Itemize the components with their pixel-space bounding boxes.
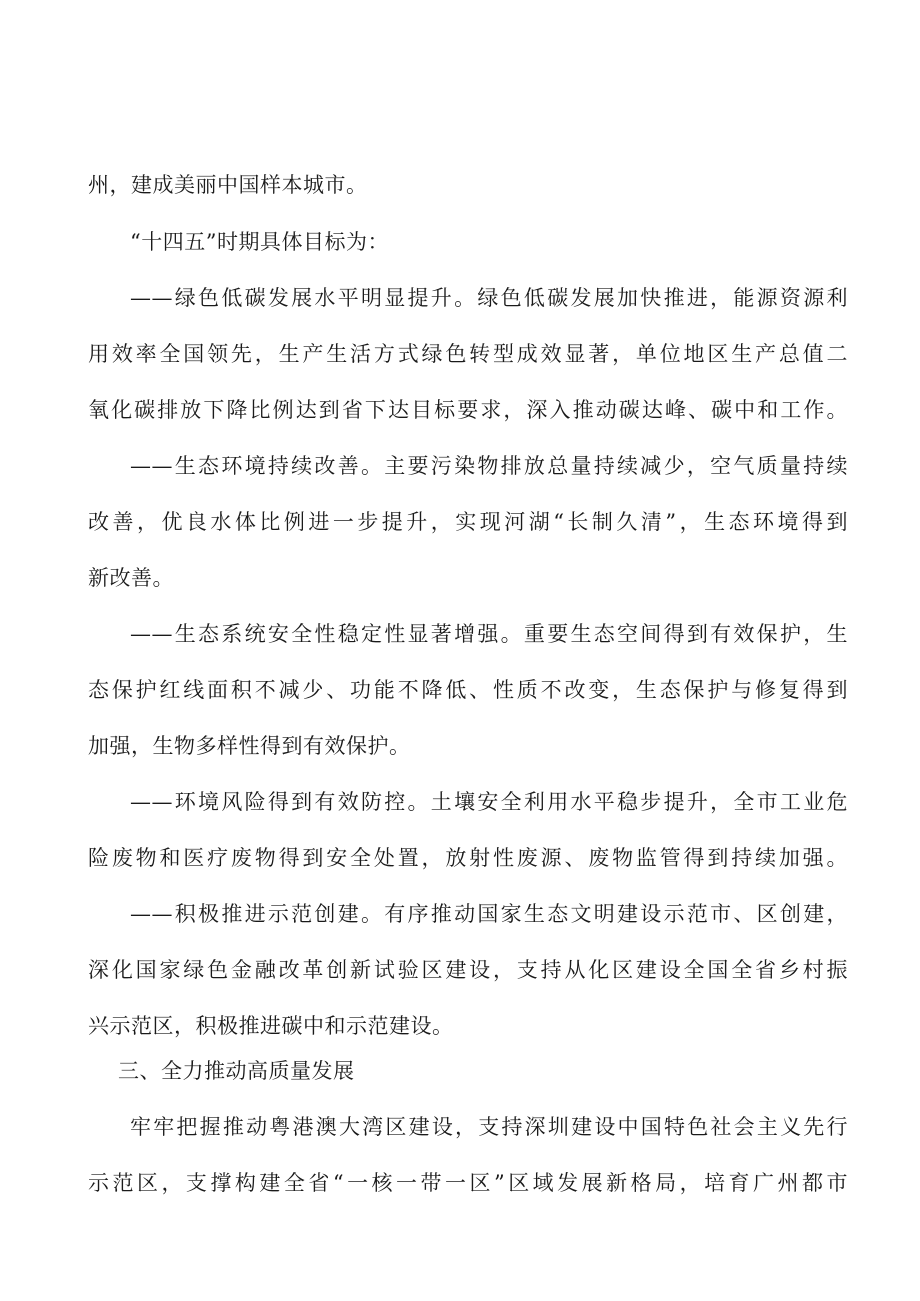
text-line-9: ——生态系统安全性稳定性显著增强。重要生态空间得到有效保护，生 (130, 622, 848, 646)
text-line-15: 深化国家绿色金融改革创新试验区建设，支持从化区建设全国全省乡村振 (88, 958, 848, 982)
text-line-1: 州，建成美丽中国样本城市。 (88, 173, 368, 197)
text-line-18: 牢牢把握推动粤港澳大湾区建设，支持深圳建设中国特色社会主义先行 (130, 1115, 848, 1139)
text-line-12: ——环境风险得到有效防控。土壤安全利用水平稳步提升，全市工业危 (130, 790, 848, 814)
text-line-10: 态保护红线面积不减少、功能不降低、性质不改变，生态保护与修复得到 (88, 678, 848, 702)
text-line-7: 改善，优良水体比例进一步提升，实现河湖“长制久清”，生态环境得到 (88, 510, 848, 534)
text-line-3: ——绿色低碳发展水平明显提升。绿色低碳发展加快推进，能源资源利 (130, 286, 848, 310)
text-line-11: 加强，生物多样性得到有效保护。 (88, 734, 411, 758)
text-line-6: ——生态环境持续改善。主要污染物排放总量持续减少，空气质量持续 (130, 454, 848, 478)
text-line-4: 用效率全国领先，生产生活方式绿色转型成效显著，单位地区生产总值二 (88, 342, 848, 366)
text-line-16: 兴示范区，积极推进碳中和示范建设。 (88, 1014, 454, 1038)
text-line-5: 氧化碳排放下降比例达到省下达目标要求，深入推动碳达峰、碳中和工作。 (88, 398, 848, 422)
text-line-14: ——积极推进示范创建。有序推动国家生态文明建设示范市、区创建， (130, 902, 848, 926)
text-line-19: 示范区，支撑构建全省“一核一带一区”区域发展新格局，培育广州都市 (88, 1171, 848, 1195)
text-line-8: 新改善。 (88, 566, 174, 590)
text-line-13: 险废物和医疗废物得到安全处置，放射性废源、废物监管得到持续加强。 (88, 846, 848, 870)
text-line-2: “十四五”时期具体目标为： (130, 230, 389, 254)
section-heading: 三、全力推动高质量发展 (118, 1059, 355, 1083)
